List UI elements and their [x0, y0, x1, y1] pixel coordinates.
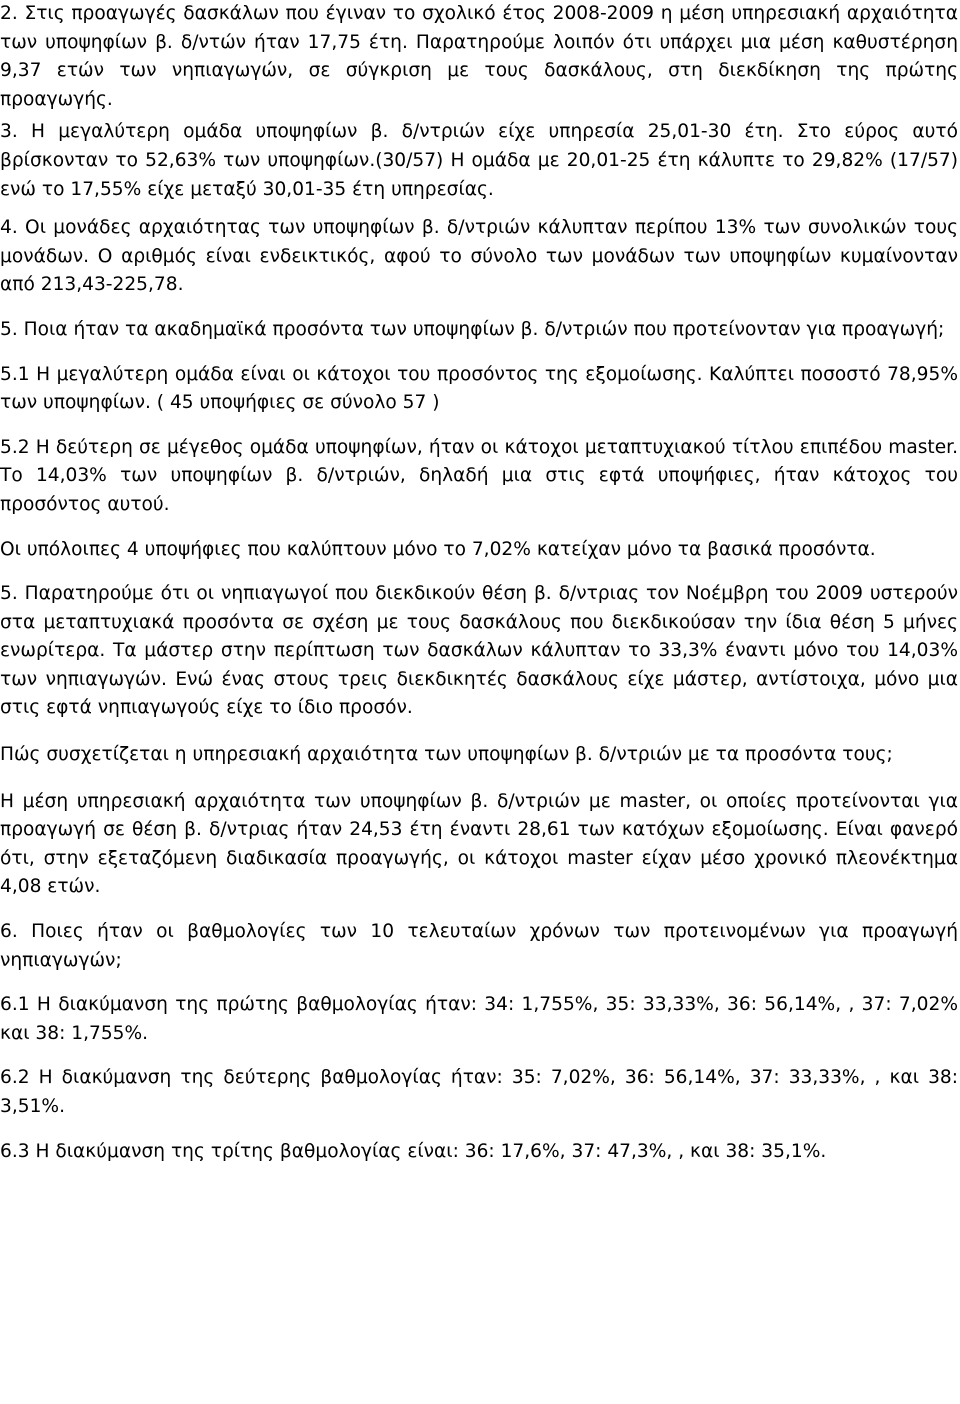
paragraph-5-1-equivalence-holders: 5.1 Η μεγαλύτερη ομάδα είναι οι κάτοχοι του προσόντος της εξομοίωσης. Καλύπτει ποσοστό 78,95% των υποψηφίων. ( 45 υποψήφιες σε σύνολο 57 )	[0, 363, 958, 414]
paragraph-remaining-candidates: Οι υπόλοιπες 4 υποψήφιες που καλύπτουν μόνο το 7,02% κατείχαν μόνο τα βασικά προσόντα.	[0, 538, 876, 560]
paragraph-4-seniority-units: 4. Οι μονάδες αρχαιότητας των υποψηφίων β. δ/ντριών κάλυπταν περίπου 13% των συνολικών τους μονάδων. Ο αριθμός είναι ενδεικτικός, αφού το σύνολο των μονάδων των υποψηφίων κυμαίνονταν από 213,43-225,78.	[0, 217, 958, 296]
paragraph-3-largest-group: 3. Η μεγαλύτερη ομάδα υποψηφίων β. δ/ντριών είχε υπηρεσία 25,01-30 έτη. Στο εύρος αυτό βρίσκονταν το 52,63% των υποψηφίων.(30/57) Η ομάδα με 20,01-25 έτη κάλυπτε το 29,82% (17/57) ενώ το 17,55% είχε μεταξύ 30,01-35 έτη υπηρεσίας.	[0, 121, 958, 200]
paragraph-5-2-master-holders: 5.2 Η δεύτερη σε μέγεθος ομάδα υποψηφίων, ήταν οι κάτοχοι μεταπτυχιακού τίτλου επιπέδου master. Το 14,03% των υποψηφίων β. δ/ντριών, δηλαδή μια στις εφτά υποψήφιες, ήταν κάτοχος του προσόντος αυτού.	[0, 436, 958, 515]
paragraph-question-seniority-qualifications: Πώς συσχετίζεται η υπηρεσιακή αρχαιότητα των υποψηφίων β. δ/ντριών με τα προσόντα τους;	[0, 744, 893, 766]
paragraph-2-teacher-seniority: 2. Στις προαγωγές δασκάλων που έγιναν το σχολικό έτος 2008-2009 η μέση υπηρεσιακή αρχαιότητα των υποψηφίων β. δ/ντών ήταν 17,75 έτη. Παρατηρούμε λοιπόν ότι υπάρχει μια μέση καθυστέρηση 9,37 ετών των νηπιαγωγών, σε σύγκριση με τους δασκάλους, στη διεκδίκηση της πρώτης προαγωγής.	[0, 3, 958, 110]
paragraph-6-2-second-grade: 6.2 Η διακύμανση της δεύτερης βαθμολογίας ήταν: 35: 7,02%, 36: 56,14%, 37: 33,33%, , και 38: 3,51%.	[0, 1067, 958, 1117]
paragraph-mean-seniority-master: Η μέση υπηρεσιακή αρχαιότητα των υποψηφίων β. δ/ντριών με master, οι οποίες προτείνονται για προαγωγή σε θέση β. δ/ντριας ήταν 24,53 έτη έναντι 28,61 των κατόχων εξομοίωσης. Είναι φανερό ότι, στην εξεταζόμενη διαδικασία προαγωγής, οι κάτοχοι master είχαν μέσο χρονικό πλεονέκτημα 4,08 ετών.	[0, 790, 958, 898]
paragraph-6-question-grades: 6. Ποιες ήταν οι βαθμολογίες των 10 τελευταίων χρόνων των προτεινομένων για προαγωγή νηπιαγωγών;	[0, 921, 958, 971]
paragraph-6-1-first-grade: 6.1 Η διακύμανση της πρώτης βαθμολογίας ήταν: 34: 1,755%, 35: 33,33%, 36: 56,14%, , 37: 7,02% και 38: 1,755%.	[0, 994, 958, 1044]
paragraph-5-comparison-teachers: 5. Παρατηρούμε ότι οι νηπιαγωγοί που διεκδικούν θέση β. δ/ντριας τον Νοέμβρη του 2009 υστερούν στα μεταπτυχιακά προσόντα σε σχέση με τους δασκάλους που διεκδικούσαν την ίδια θέση 5 μήνες ενωρίτερα. Τα μάστερ στην περίπτωση των δασκάλων κάλυπταν το 33,3% έναντι μόνο του 14,03% των νηπιαγωγών. Ενώ ένας στους τρεις διεκδικητές δασκάλους είχε μάστερ, αντίστοιχα, μόνο μια στις εφτά νηπιαγωγούς είχε το ίδιο προσόν.	[0, 583, 958, 719]
paragraph-6-3-third-grade: 6.3 Η διακύμανση της τρίτης βαθμολογίας είναι: 36: 17,6%, 37: 47,3%, , και 38: 35,1%.	[0, 1140, 827, 1162]
paragraph-5-question-qualifications: 5. Ποια ήταν τα ακαδημαϊκά προσόντα των υποψηφίων β. δ/ντριών που προτείνονταν για προαγωγή;	[0, 318, 945, 340]
